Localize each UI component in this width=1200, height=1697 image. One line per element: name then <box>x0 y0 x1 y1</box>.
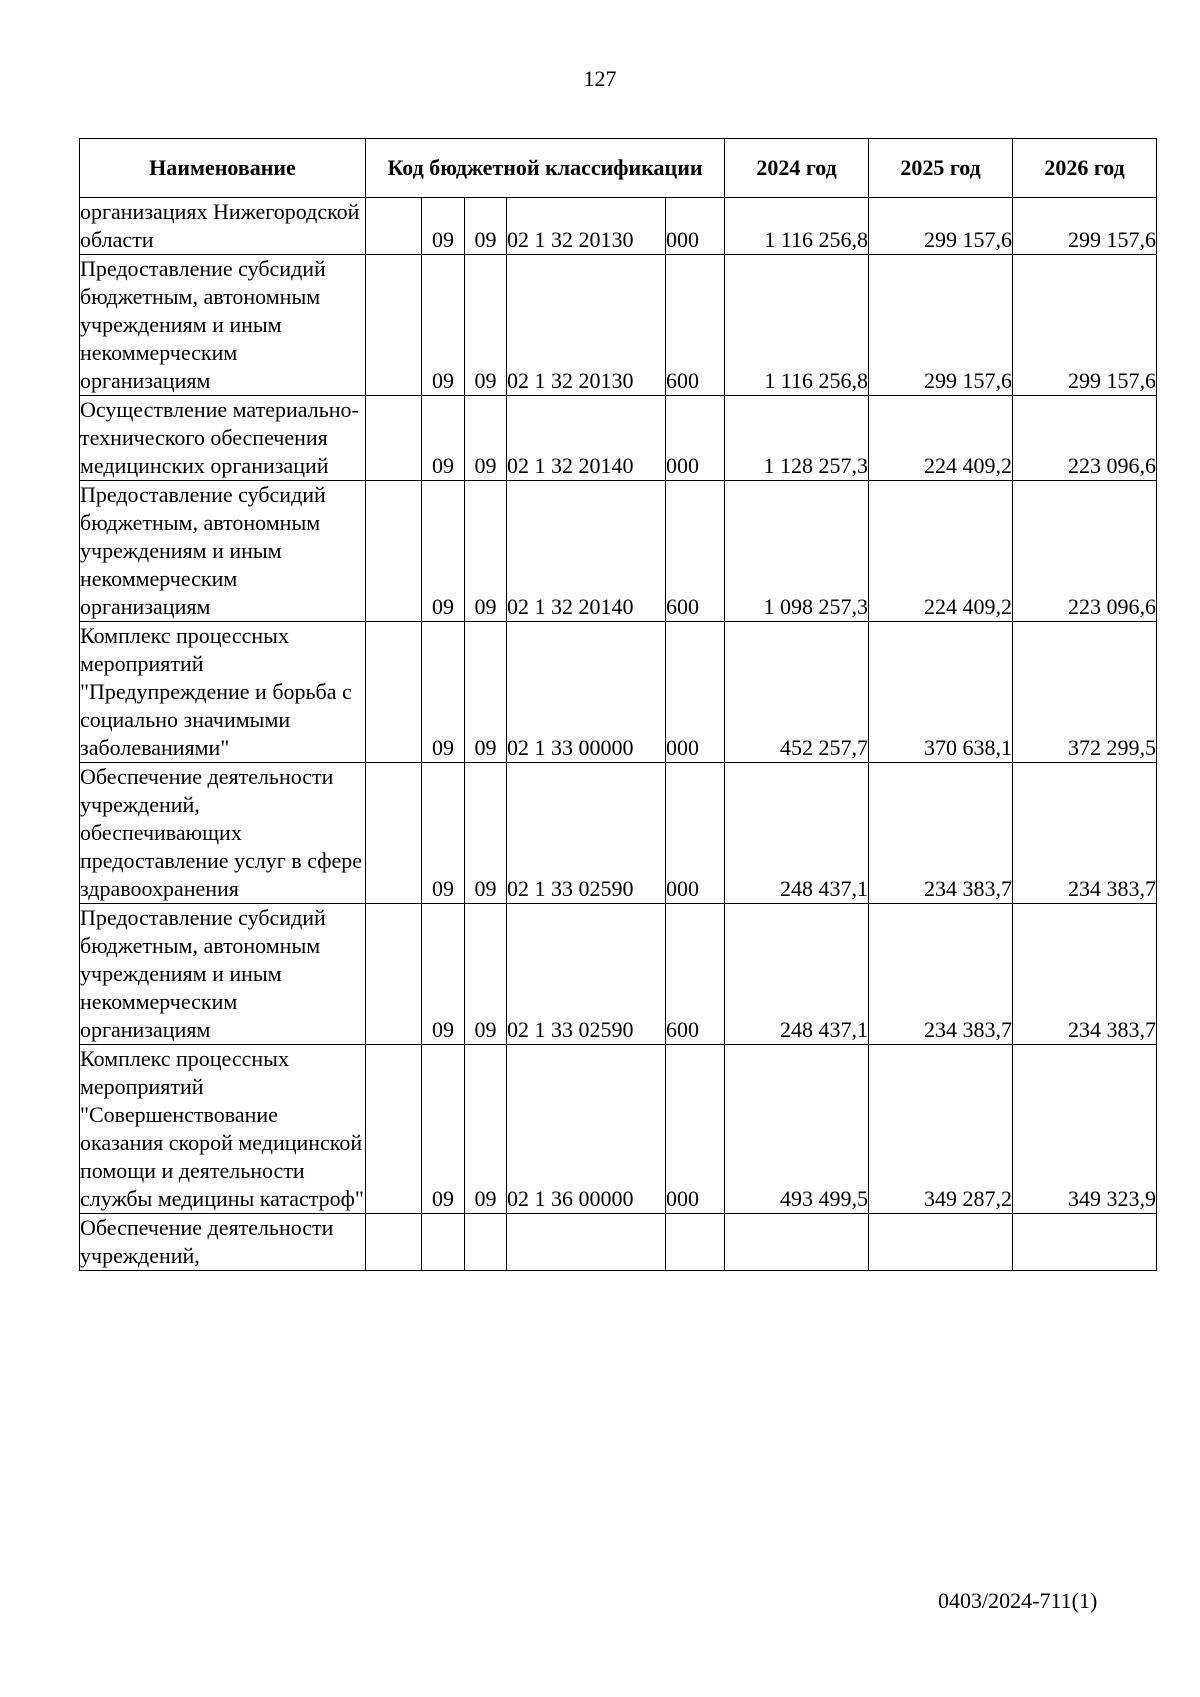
header-code: Код бюджетной классификации <box>366 139 725 198</box>
table-row <box>80 1214 1157 1271</box>
cell-name: Обеспечение деятельности учреждений, обеспечивающих предоставление услуг в сфере здравоохранения <box>80 763 366 904</box>
cell-2025: 234 383,7 <box>869 904 1013 1045</box>
cell-vr: 000 <box>666 198 725 255</box>
header-2025: 2025 год <box>869 139 1013 198</box>
cell-2024: 1 128 257,3 <box>725 396 869 481</box>
cell-pr: 09 <box>465 1045 507 1214</box>
cell-csr: 02 1 32 20130 <box>507 198 666 255</box>
cell-section <box>366 481 422 622</box>
cell-name: Предоставление субсидий бюджетным, автономным учреждениям и иным некоммерческим организациям <box>80 481 366 622</box>
cell-pr: 09 <box>465 481 507 622</box>
cell-pr: 09 <box>465 396 507 481</box>
cell-csr: 02 1 32 20130 <box>507 255 666 396</box>
cell-pr: 09 <box>465 904 507 1045</box>
table-row <box>80 198 1157 255</box>
cell-2025: 224 409,2 <box>869 396 1013 481</box>
cell-pr: 09 <box>465 763 507 904</box>
cell-rz: 09 <box>422 904 465 1045</box>
cell-pr: 09 <box>465 198 507 255</box>
cell-vr: 000 <box>666 1045 725 1214</box>
cell-rz: 09 <box>422 396 465 481</box>
cell-rz: 09 <box>422 622 465 763</box>
header-name: Наименование <box>80 139 366 198</box>
header-2026: 2026 год <box>1013 139 1157 198</box>
cell-vr: 600 <box>666 481 725 622</box>
cell-2025 <box>869 1214 1013 1271</box>
cell-2026: 349 323,9 <box>1013 1045 1157 1214</box>
cell-2026: 299 157,6 <box>1013 198 1157 255</box>
cell-2025: 224 409,2 <box>869 481 1013 622</box>
cell-rz <box>422 1214 465 1271</box>
cell-section <box>366 198 422 255</box>
cell-section <box>366 1214 422 1271</box>
cell-csr: 02 1 33 02590 <box>507 763 666 904</box>
table-row <box>80 763 1157 904</box>
cell-section <box>366 763 422 904</box>
table-row <box>80 481 1157 622</box>
cell-name: Комплекс процессных мероприятий "Совершенствование оказания скорой медицинской помощи и деятельности службы медицины катастроф" <box>80 1045 366 1214</box>
cell-2024: 248 437,1 <box>725 904 869 1045</box>
budget-table <box>79 138 1157 1271</box>
cell-2024: 493 499,5 <box>725 1045 869 1214</box>
cell-2024: 1 098 257,3 <box>725 481 869 622</box>
cell-pr: 09 <box>465 255 507 396</box>
cell-csr: 02 1 32 20140 <box>507 396 666 481</box>
cell-csr: 02 1 32 20140 <box>507 481 666 622</box>
cell-2026: 234 383,7 <box>1013 763 1157 904</box>
cell-pr: 09 <box>465 622 507 763</box>
cell-vr: 600 <box>666 904 725 1045</box>
cell-name: Осуществление материально-технического обеспечения медицинских организаций <box>80 396 366 481</box>
cell-2025: 299 157,6 <box>869 255 1013 396</box>
cell-rz: 09 <box>422 198 465 255</box>
cell-csr: 02 1 33 02590 <box>507 904 666 1045</box>
header-row <box>80 139 1157 198</box>
cell-section <box>366 255 422 396</box>
cell-name: организациях Нижегородской области <box>80 198 366 255</box>
page-number: 127 <box>583 66 617 91</box>
cell-rz: 09 <box>422 1045 465 1214</box>
table-row <box>80 622 1157 763</box>
cell-vr <box>666 1214 725 1271</box>
cell-rz: 09 <box>422 481 465 622</box>
cell-name: Предоставление субсидий бюджетным, автономным учреждениям и иным некоммерческим организациям <box>80 255 366 396</box>
cell-2024: 248 437,1 <box>725 763 869 904</box>
document-code: 0403/2024-711(1) <box>938 1588 1098 1613</box>
cell-section <box>366 396 422 481</box>
cell-csr: 02 1 33 00000 <box>507 622 666 763</box>
cell-pr <box>465 1214 507 1271</box>
cell-2024: 1 116 256,8 <box>725 255 869 396</box>
header-2024: 2024 год <box>725 139 869 198</box>
cell-2026: 234 383,7 <box>1013 904 1157 1045</box>
cell-vr: 000 <box>666 622 725 763</box>
cell-section <box>366 622 422 763</box>
cell-name: Комплекс процессных мероприятий "Предупреждение и борьба с социально значимыми заболеваниями" <box>80 622 366 763</box>
cell-2024 <box>725 1214 869 1271</box>
cell-2025: 234 383,7 <box>869 763 1013 904</box>
table-row <box>80 904 1157 1045</box>
cell-2026: 223 096,6 <box>1013 481 1157 622</box>
cell-section <box>366 904 422 1045</box>
cell-2026 <box>1013 1214 1157 1271</box>
table-row <box>80 255 1157 396</box>
cell-rz: 09 <box>422 255 465 396</box>
table-row <box>80 1045 1157 1214</box>
cell-name: Обеспечение деятельности учреждений, <box>80 1214 366 1271</box>
cell-vr: 000 <box>666 396 725 481</box>
cell-2026: 223 096,6 <box>1013 396 1157 481</box>
cell-2025: 349 287,2 <box>869 1045 1013 1214</box>
cell-rz: 09 <box>422 763 465 904</box>
cell-vr: 000 <box>666 763 725 904</box>
cell-2024: 1 116 256,8 <box>725 198 869 255</box>
cell-2025: 299 157,6 <box>869 198 1013 255</box>
cell-2026: 299 157,6 <box>1013 255 1157 396</box>
cell-2025: 370 638,1 <box>869 622 1013 763</box>
cell-2024: 452 257,7 <box>725 622 869 763</box>
cell-vr: 600 <box>666 255 725 396</box>
cell-csr <box>507 1214 666 1271</box>
cell-csr: 02 1 36 00000 <box>507 1045 666 1214</box>
cell-2026: 372 299,5 <box>1013 622 1157 763</box>
cell-name: Предоставление субсидий бюджетным, автономным учреждениям и иным некоммерческим организациям <box>80 904 366 1045</box>
cell-section <box>366 1045 422 1214</box>
table-row <box>80 396 1157 481</box>
